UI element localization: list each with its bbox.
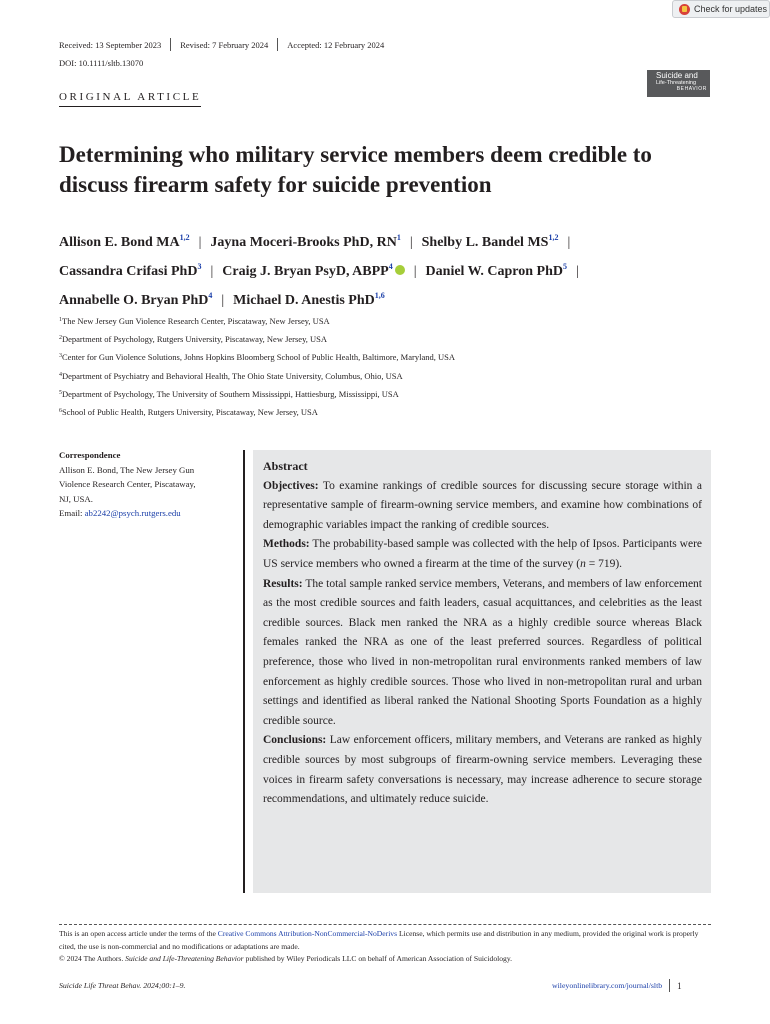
check-updates-label: Check for updates (694, 4, 768, 14)
author[interactable]: Shelby L. Bandel MS$^{1,2}$ (421, 233, 559, 250)
divider: | (576, 264, 579, 279)
author[interactable]: Craig J. Bryan PsyD, ABPP$^4$ (222, 264, 404, 279)
copyright-text: © 2024 The Authors. Suicide and Life-Threatening Behavior published by Wiley Periodicals LLC on behalf of American Association of Suicidology. (59, 954, 513, 964)
author[interactable]: Cassandra Crifasi PhD$^3$ (59, 262, 202, 279)
author-affil-sup[interactable]: 1,6 (374, 291, 385, 300)
affiliation: $^6$School of Public Health, Rutgers University, Piscataway, New Jersey, USA (59, 406, 318, 417)
author-affil-sup[interactable]: 1,2 (179, 233, 190, 242)
divider: | (221, 293, 225, 308)
footer-divider (59, 924, 711, 925)
author-affil-sup[interactable]: 3 (197, 262, 202, 271)
correspondence-line: NJ, USA. (59, 493, 93, 504)
affiliation: $^4$Department of Psychiatry and Behavioral Health, The Ohio State University, Columbus, Ohio, USA (59, 370, 403, 381)
article-title: Determining who military service members deem credible to discuss firearm safety for suicide prevention (59, 142, 652, 197)
abstract-conclusions: Conclusions: Law enforcement officers, military members, and Veterans are ranked as highly credible sources by most subgroups of firearm-owning service members. Leveraging these voices in firearm safety conversations is necessary, may increase adherence to secure storage recommendations, and ultimately reduce suicide. (263, 734, 702, 806)
abstract-rule (243, 450, 245, 893)
abstract-heading: Abstract (263, 459, 308, 473)
abstract-methods: Methods: The probability-based sample was collected with the help of Ipsos. Participants were US service members who owned a firearm at the time of the survey (n = 719). (263, 538, 703, 570)
correspondence (59, 448, 239, 521)
journal-logo-line3: BEHAVIOR (676, 85, 707, 92)
orcid-icon[interactable] (395, 265, 405, 275)
correspondence-email-row: Email: ab2242@psych.rutgers.edu (59, 508, 181, 519)
journal-logo-line2: Life-Threatening (656, 80, 697, 86)
divider: | (567, 235, 571, 250)
author-list (59, 226, 739, 313)
divider (170, 38, 171, 51)
license-text: This is an open access article under the terms of the Creative Commons Attribution-NonCommercial-NoDerivs License, which permits use and distribution in any medium, provided the original work is properly cited, the use is non-commercial and no modifications or adaptations are made. (59, 929, 699, 951)
article-type: ORIGINAL ARTICLE (59, 91, 201, 107)
correspondence-line: Allison E. Bond, The New Jersey Gun (59, 464, 195, 475)
abstract-results: Results: The total sample ranked service members, Veterans, and members of law enforcement as the most credible sources and faith leaders, casual acquittances, and celebrities as the least credible sources. Black men ranked the NRA as a highly credible source whereas Black females ranked the NRA as one of the least preferred sources. Regardless of political preference, those who lived in non-metropolitan rural environments ranked members of law enforcement as highly credible sources. Those who lived in non-metropolitan rural and urban settings and identified as liberal ranked the National Shooting Sports Foundation as a highly credible source. (263, 577, 702, 727)
affiliation: $^1$The New Jersey Gun Violence Research Center, Piscataway, New Jersey, USA (59, 316, 330, 326)
page-number: 1 (677, 980, 682, 991)
abstract-objectives: Objectives: To examine rankings of credible sources for discussing secure storage within a representative sample of firearm-owning service members, and examine how combinations of demographic variables impact the ranking of credible sources. (263, 479, 703, 531)
footer-right (552, 979, 682, 992)
crossmark-icon (679, 4, 690, 15)
author-affil-sup[interactable]: 4 (208, 291, 213, 300)
journal-url-link[interactable]: wileyonlinelibrary.com/journal/sltb (552, 981, 663, 990)
check-for-updates-button[interactable] (672, 0, 770, 18)
divider (669, 979, 670, 992)
author-affil-sup[interactable]: 4 (388, 262, 393, 271)
journal-logo[interactable] (647, 70, 710, 97)
citation: Suicide Life Threat Behav. 2024;00:1–9. (59, 981, 186, 990)
divider (277, 38, 278, 51)
divider: | (413, 264, 417, 279)
affiliation: $^5$Department of Psychology, The University of Southern Mississippi, Hattiesburg, Mississippi, USA (59, 388, 399, 399)
received-date: Received: 13 September 2023 (59, 39, 162, 50)
revised-date: Revised: 7 February 2024 (180, 39, 269, 50)
divider: | (198, 235, 202, 250)
author[interactable]: Daniel W. Capron PhD$^5$ (425, 262, 567, 279)
correspondence-heading: Correspondence (59, 450, 121, 460)
author-affil-sup[interactable]: 1 (396, 233, 401, 242)
email-link[interactable]: ab2242@psych.rutgers.edu (84, 508, 181, 519)
author[interactable]: Allison E. Bond MA$^{1,2}$ (59, 233, 190, 250)
divider: | (210, 264, 214, 279)
divider: | (409, 235, 413, 250)
author[interactable]: Michael D. Anestis PhD$^{1,6}$ (233, 291, 385, 308)
author-affil-sup[interactable]: 5 (563, 262, 567, 271)
author[interactable]: Annabelle O. Bryan PhD$^4$ (59, 291, 213, 308)
affiliation: $^3$Center for Gun Violence Solutions, Johns Hopkins Bloomberg School of Public Health, Baltimore, Maryland, USA (59, 352, 455, 363)
doi: DOI: 10.1111/sltb.13070 (59, 58, 144, 68)
abstract-box (253, 450, 711, 893)
author-affil-sup[interactable]: 1,2 (548, 233, 559, 242)
accepted-date: Accepted: 12 February 2024 (287, 39, 385, 50)
journal-logo-line1: Suicide and (656, 71, 698, 80)
article-dates (59, 38, 384, 51)
author[interactable]: Jayna Moceri-Brooks PhD, $RN^1$ (210, 233, 401, 250)
affiliation: $^2$Department of Psychology, Rutgers University, Piscataway, New Jersey, USA (59, 334, 328, 345)
license-notice (59, 928, 711, 966)
license-link[interactable]: Creative Commons Attribution-NonCommercial-NoDerivs (217, 929, 398, 938)
affiliation-list (59, 311, 739, 420)
correspondence-line: Violence Research Center, Piscataway, (59, 479, 196, 490)
